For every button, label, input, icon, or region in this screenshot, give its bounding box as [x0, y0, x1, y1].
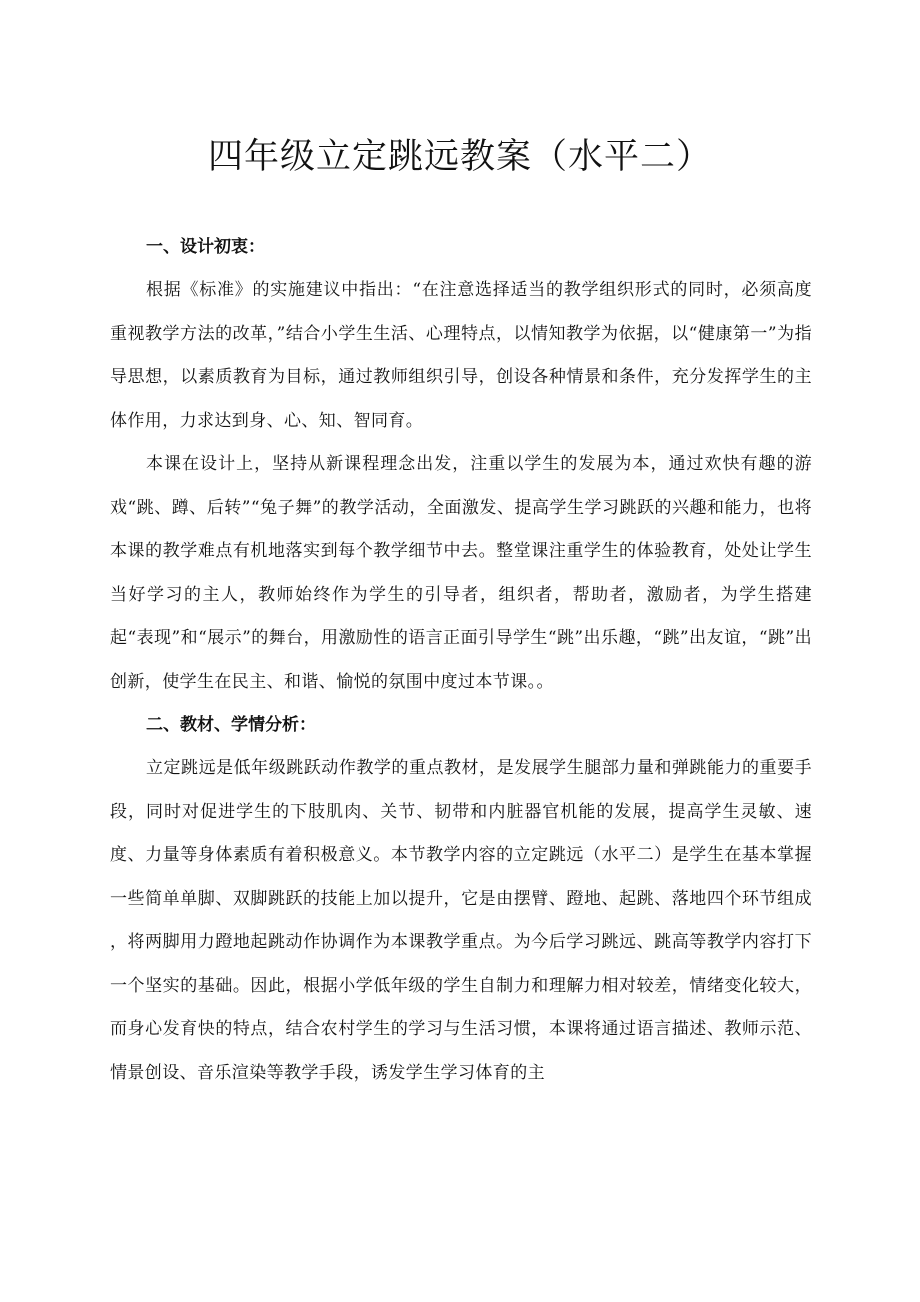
section-design-intent [110, 226, 812, 704]
paragraph: 立定跳远是低年级跳跃动作教学的重点教材，是发展学生腿部力量和弹跳能力的重要手段，同时对促进学生的下肢肌肉、关节、韧带和内脏器官机能的发展，提高学生灵敏、速度、力量等身体素质有着积极意义。本节教学内容的立定跳远（水平二）是学生在基本掌握一些简单单脚、双脚跳跃的技能上加以提升，它是由摆臂、蹬地、起跳、落地四个环节组成 ，将两脚用力蹬地起跳动作协调作为本课教学重点。为今后学习跳远、跳高等教学内容打下一个坚实的基础。因此，根据小学低年级的学生自制力和理解力相对较差，情绪变化较大，而身心发育快的特点，结合农村学生的学习与生活习惯，本课将通过语言描述、教师示范、情景创设、音乐渲染等教学手段，诱发学生学习体育的主 [110, 758, 812, 1083]
section-material-analysis [110, 704, 812, 1095]
section-heading: 二、教材、学情分析： [146, 715, 316, 735]
document-title: 四年级立定跳远教案（水平二） [207, 137, 712, 177]
paragraph: 根据《标准》的实施建议中指出：“在注意选择适当的教学组织形式的同时，必须高度重视教学方法的改革，”结合小学生生活、心理特点，以情知教学为依据，以“健康第一”为指导思想，以素质教育为目标，通过教师组织引导，创设各种情景和条件，充分发挥学生的主体作用，力求达到身、心、知、智同育。 [110, 280, 812, 431]
document-body [110, 226, 812, 1095]
section-heading: 一、设计初衷： [146, 237, 265, 257]
paragraph: 本课在设计上，坚持从新课程理念出发，注重以学生的发展为本，通过欢快有趣的游戏“跳、蹲、后转”“兔子舞”的教学活动，全面激发、提高学生学习跳跃的兴趣和能力，也将本课的教学难点有机地落实到每个教学细节中去。整堂课注重学生的体验教育，处处让学生当好学习的主人，教师始终作为学生的引导者，组织者，帮助者，激励者，为学生搭建起“表现”和“展示”的舞台，用激励性的语言正面引导学生“跳”出乐趣，“跳”出友谊，“跳”出创新，使学生在民主、和谐、愉悦的氛围中度过本节课。。 [110, 454, 812, 692]
